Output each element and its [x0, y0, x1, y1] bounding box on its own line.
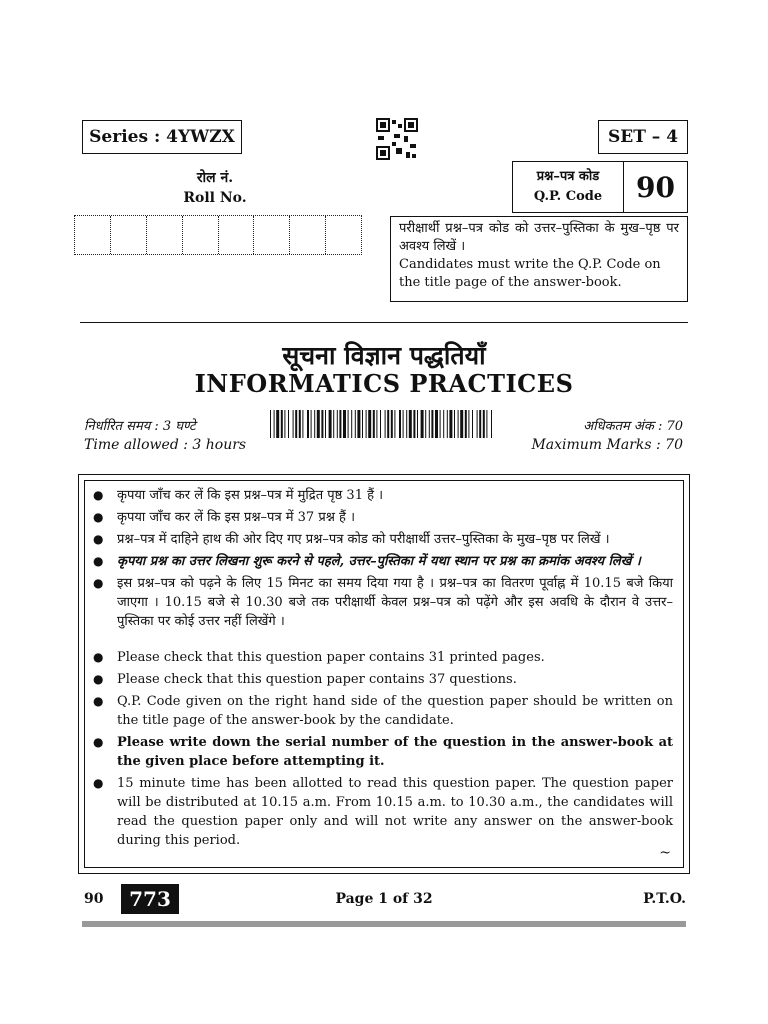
- list-item: ● 15 minute time has been allotted to read this question paper. The question paper will be distributed at 10.15 a.m. From 10.15 a.m. to 10.30 a.m., the candidates will read the question paper only and will not write any answer on the answer-book during this period.: [93, 776, 673, 848]
- roll-digit-box[interactable]: [290, 216, 326, 254]
- roll-digit-box[interactable]: [254, 216, 290, 254]
- qp-code-value: 90: [636, 170, 675, 204]
- qr-code-icon: [376, 118, 418, 160]
- subject-title: INFORMATICS PRACTICES: [194, 369, 574, 398]
- bullet-icon: ●: [93, 776, 104, 790]
- bullet-icon: ●: [93, 672, 104, 686]
- bullet-icon: ●: [93, 532, 104, 546]
- series-label: Series : 4YWZX: [82, 120, 242, 154]
- roll-digit-box[interactable]: [219, 216, 255, 254]
- set-label: SET – 4: [598, 120, 688, 154]
- bullet-icon: ●: [93, 576, 104, 590]
- bullet-icon: ●: [93, 510, 104, 524]
- instructions-list-hindi: [91, 486, 673, 631]
- list-item: ● इस प्रश्न–पत्र को पढ़ने के लिए 15 मिनट का समय दिया गया है । प्रश्न–पत्र का वितरण पूर्वाह्न में 10.15 बजे किया जाएगा । 10.15 बजे से 10.30 बजे तक परीक्षार्थी केवल प्रश्न–पत्र को पढ़ेंगे और इस अवधि के दौरान वे उत्तर–पुस्तिका पर कोई उत्तर नहीं लिखेंगे ।: [93, 576, 673, 629]
- footer-qp-code: 90: [84, 891, 104, 907]
- bullet-icon: ●: [93, 735, 104, 749]
- bullet-icon: ●: [93, 650, 104, 664]
- list-item: ● Please check that this question paper contains 37 questions.: [93, 672, 517, 687]
- candidate-note-hindi: परीक्षार्थी प्रश्न–पत्र कोड को उत्तर–पुस्तिका के मुख–पृष्ठ पर अवश्य लिखें ।: [399, 221, 679, 254]
- roll-no-label: Roll No.: [183, 190, 247, 206]
- time-allowed: Time allowed : 3 hours: [84, 437, 247, 453]
- list-item: ● Please write down the serial number of the question in the answer-book at the given place before attempting it.: [93, 735, 673, 769]
- candidate-note-box: [390, 216, 688, 302]
- roll-digit-box[interactable]: [111, 216, 147, 254]
- bullet-icon: ●: [93, 554, 104, 568]
- header-divider: [80, 322, 688, 323]
- instructions-list-english: [91, 648, 673, 850]
- roll-digit-box[interactable]: [326, 216, 361, 254]
- list-item: ● Please check that this question paper contains 31 printed pages.: [93, 650, 545, 665]
- time-allowed-hindi: निर्धारित समय : 3 घण्टे: [84, 419, 196, 434]
- footer-bar: [82, 921, 686, 927]
- qp-code-label-hindi: प्रश्न–पत्र कोड: [536, 169, 600, 184]
- instructions-box: [84, 480, 684, 868]
- roll-digit-box[interactable]: [75, 216, 111, 254]
- pto-label: P.T.O.: [643, 891, 686, 907]
- footer-badge: 773: [121, 884, 179, 914]
- qp-code-label-english: Q.P. Code: [533, 189, 603, 204]
- roll-no-label-hindi: रोल नं.: [196, 170, 234, 186]
- list-item: ● कृपया जाँच कर लें कि इस प्रश्न–पत्र में 37 प्रश्न हैं ।: [93, 510, 356, 525]
- page-number: Page 1 of 32: [335, 891, 433, 907]
- candidate-note-english: Candidates must write the Q.P. Code on the title page of the answer-book.: [399, 257, 661, 290]
- bullet-icon: ●: [93, 694, 104, 708]
- qp-code-box: [512, 161, 688, 213]
- roll-digit-box[interactable]: [183, 216, 219, 254]
- subject-title-hindi: सूचना विज्ञान पद्धतियाँ: [282, 341, 486, 370]
- list-item: ● Q.P. Code given on the right hand side of the question paper should be written on the title page of the answer-book by the candidate.: [93, 694, 673, 728]
- tilde-mark: ~: [659, 845, 671, 861]
- list-item: ● कृपया जाँच कर लें कि इस प्रश्न–पत्र में मुद्रित पृष्ठ 31 हैं ।: [93, 488, 384, 503]
- list-item: ● कृपया प्रश्न का उत्तर लिखना शुरू करने से पहले, उत्तर–पुस्तिका में यथा स्थान पर प्रश्न का क्रमांक अवश्य लिखें ।: [93, 554, 641, 569]
- roll-number-boxes[interactable]: [74, 215, 362, 255]
- bullet-icon: ●: [93, 488, 104, 502]
- barcode-icon: [270, 410, 492, 438]
- qp-code-label: [513, 162, 624, 212]
- roll-digit-box[interactable]: [147, 216, 183, 254]
- maximum-marks: Maximum Marks : 70: [531, 437, 683, 453]
- maximum-marks-hindi: अधिकतम अंक : 70: [583, 419, 683, 434]
- list-item: ● प्रश्न–पत्र में दाहिने हाथ की ओर दिए गए प्रश्न–पत्र कोड को परीक्षार्थी उत्तर–पुस्तिका के मुख–पृष्ठ पर लिखें ।: [93, 532, 610, 547]
